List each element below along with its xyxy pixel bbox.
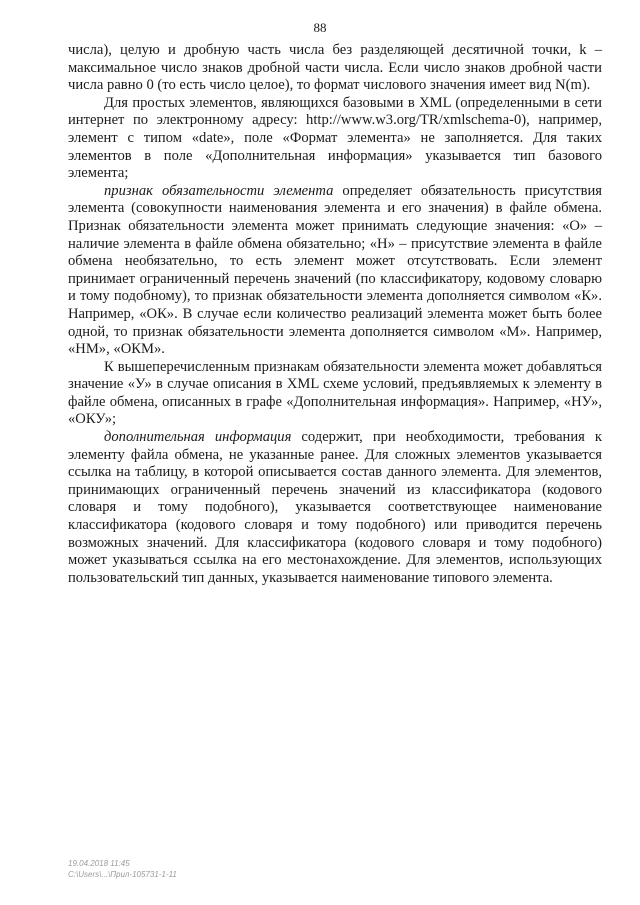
footer-file-path: C:\Users\...\Прил-105731-1-11 <box>68 870 177 879</box>
footer-timestamp: 19.04.2018 11:45 <box>68 859 130 868</box>
paragraph-mandatory-flag <box>68 183 602 359</box>
paragraph-xml-base-types: Для простых элементов, являющихся базовыми в XML (определенными в сети интернет по электронному адресу: http://www.w3.org/TR/xmlschema-0), например, элемент с типом «date», поле «Формат элемента» не заполняется. Для таких элементов в поле «Дополнительная информация» указывается тип базового элемента; <box>68 94 602 182</box>
paragraph-additional-info-text: содержит, при необходимости, требования к элементу файла обмена, не указанные ранее. Для сложных элементов указывается ссылка на таблицу, в которой описывается состав данного элемента. Для элементов, принимающих ограниченный перечень значений из классификатора (кодового словаря и тому подобного), указывается соответствующее наименование классификатора (кодового словаря и тому подобного) или приводится перечень возможных значений. Для классификатора (кодового словаря и тому подобного) может указываться ссылка на его местонахождение. Для элементов, использующих пользовательский тип данных, указывается наименование типового элемента. <box>68 429 603 586</box>
paragraph-number-format: числа), целую и дробную часть числа без разделяющей десятичной точки, k – максимальное число знаков дробной части числа. Если число знаков дробной части числа равно 0 (то есть число целое), то формат числового значения имеет вид N(m). <box>68 42 602 94</box>
paragraph-mandatory-flag-text: определяет обязательность присутствия элемента (совокупности наименования элемента и его значения) в файле обмена. Признак обязательности элемента может принимать следующие значения: «О» – наличие элемента в файле обмена обязательно; «Н» – присутствие элемента в файле обмена необязательно, то есть элемент может отсутствовать. Если элемент принимает ограниченный перечень значений (по классификатору, кодовому словарю и тому подобному), то признак обязательности элемента дополняется символом «К». Например, «ОК». В случае если количество реализаций элемента может быть более одной, то признак обязательности элемента дополняется символом «М». Например, «НМ», «ОКМ». <box>68 182 602 358</box>
term-mandatory-flag: признак обязательности элемента <box>104 182 334 199</box>
document-body <box>68 42 602 587</box>
page-number: 88 <box>313 20 327 35</box>
term-additional-info: дополнительная информация <box>104 429 292 446</box>
footer-stamp <box>68 858 177 880</box>
paragraph-condition-flag: К вышеперечисленным признакам обязательности элемента может добавляться значение «У» в случае описания в XML схеме условий, предъявляемых к элементу в файле обмена, описанных в графе «Дополнительная информация». Например, «НУ», «ОКУ»; <box>68 358 602 428</box>
paragraph-additional-info <box>68 429 602 587</box>
